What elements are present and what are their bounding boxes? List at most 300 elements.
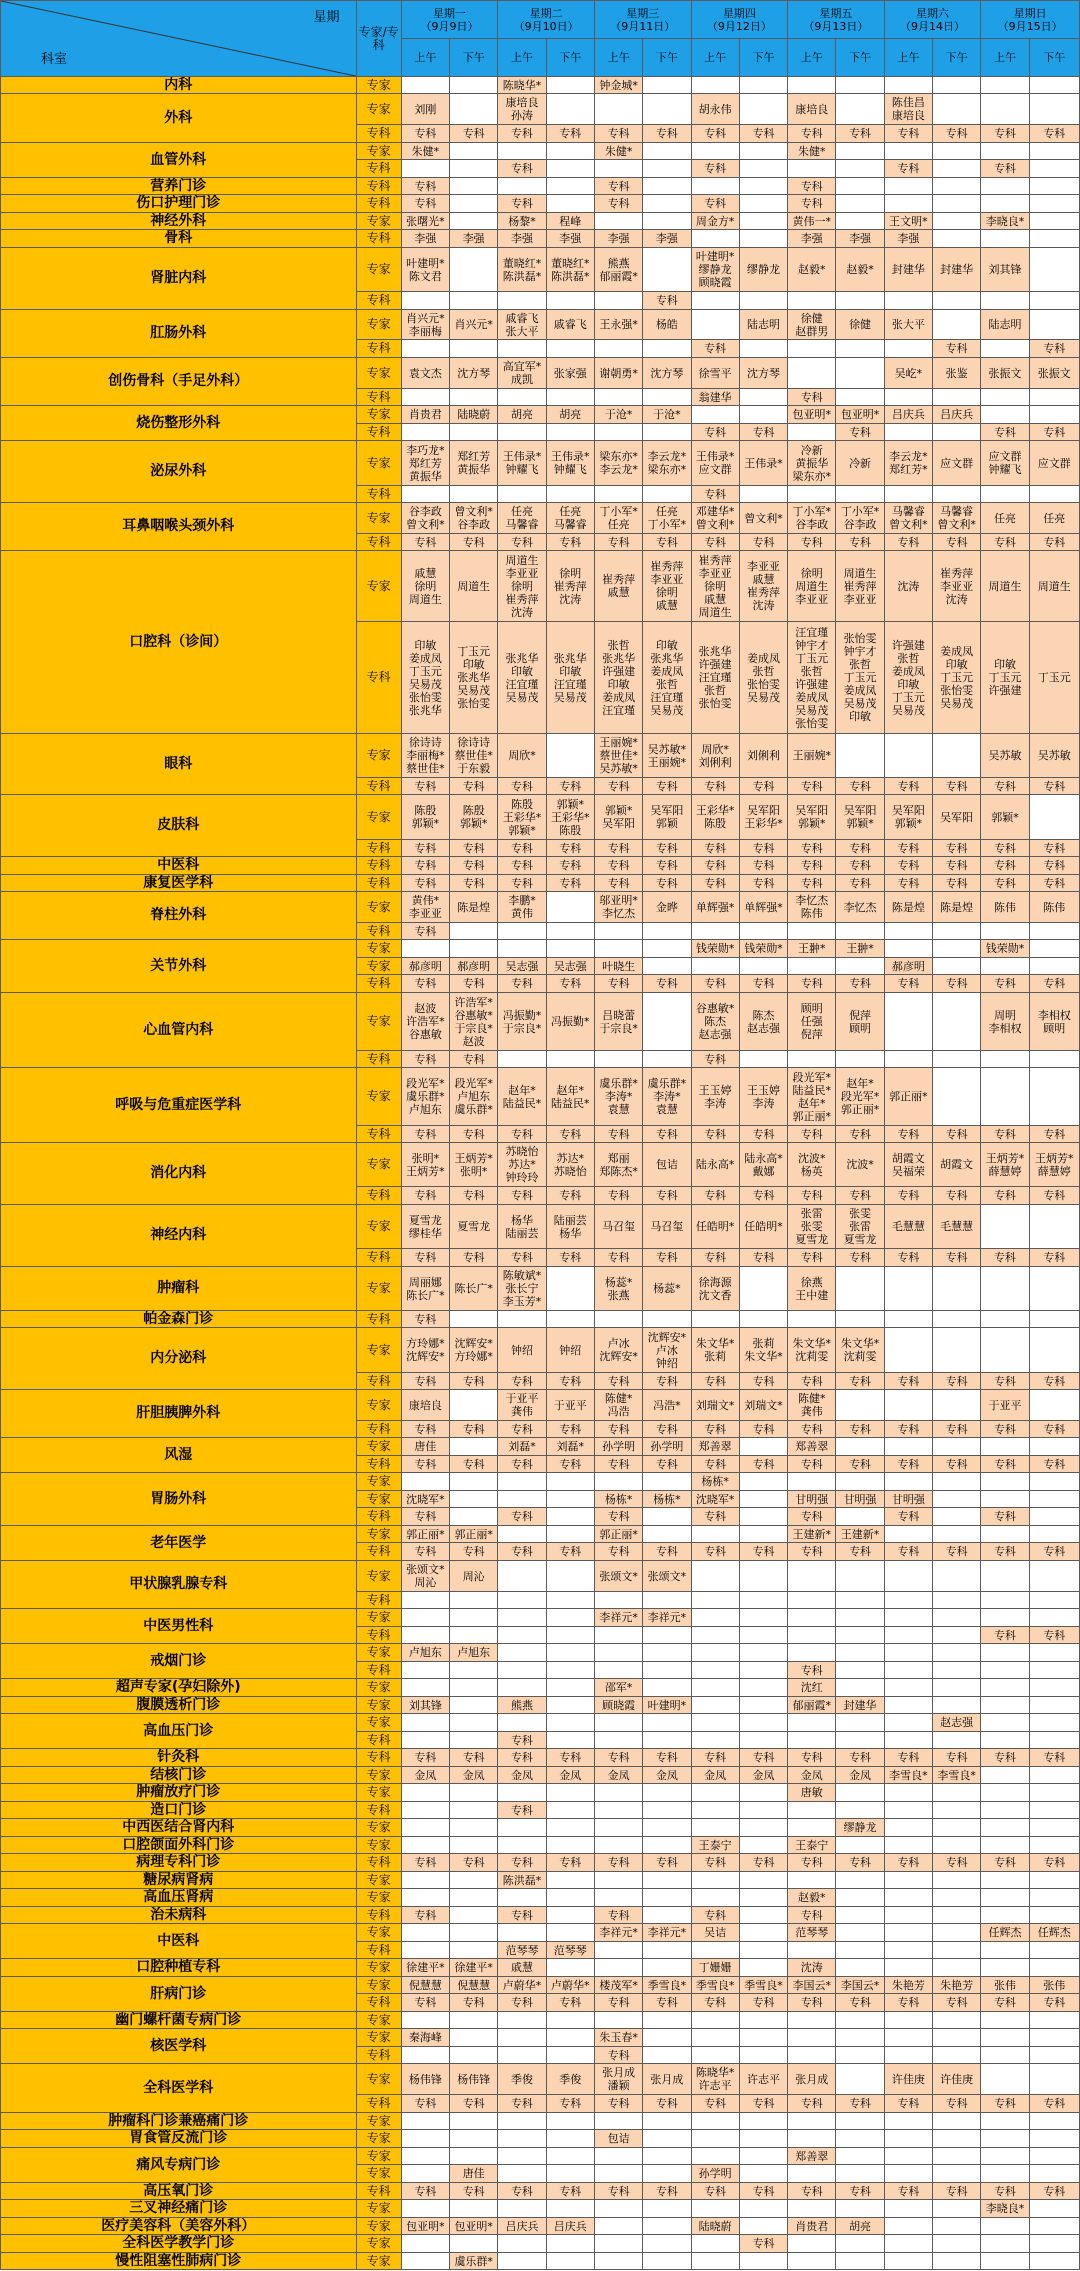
slot-am: 吴志强 [498, 958, 546, 975]
slot-am [884, 2012, 932, 2029]
clinic-type: 专家 [356, 1837, 401, 1854]
department-name: 内科 [1, 77, 357, 94]
slot-am [884, 1644, 932, 1662]
slot-pm [739, 1872, 787, 1889]
slot-am: 郭正丽* [884, 1068, 932, 1126]
slot-am: 专科 [401, 1373, 449, 1390]
slot-am: 陈洪磊* [498, 1872, 546, 1889]
slot-am [401, 1819, 449, 1837]
slot-pm [739, 1609, 787, 1627]
slot-pm: 专科 [546, 857, 594, 875]
slot-pm: 专科 [1029, 1543, 1079, 1561]
schedule-row [1, 2012, 1080, 2029]
slot-pm: 王伟录* 钟耀飞 [546, 441, 594, 486]
slot-pm: 专科 [739, 1456, 787, 1473]
slot-pm: 杨蕊* [643, 1267, 691, 1311]
slot-am [498, 1491, 546, 1508]
slot-pm [933, 1662, 981, 1679]
slot-am [788, 358, 836, 389]
slot-am: 胡霞文 吴福荣 [884, 1143, 932, 1187]
clinic-type: 专家 [356, 2148, 401, 2165]
clinic-type: 专科 [356, 1749, 401, 1767]
department-name: 口腔科（诊间） [1, 551, 357, 734]
slot-am [981, 1311, 1029, 1328]
slot-pm: 吴志强 [546, 958, 594, 975]
slot-pm [643, 340, 691, 358]
slot-am: 李巧龙* 郑红芳 黄振华 [401, 441, 449, 486]
slot-am: 陈晓华* 许志平 [691, 2064, 739, 2095]
slot-pm: 沈辉安* 卢冰 钟绍 [643, 1328, 691, 1373]
slot-am [401, 2253, 449, 2270]
slot-pm [836, 923, 884, 940]
slot-am [594, 1473, 642, 1491]
header-pm: 下午 [1029, 39, 1079, 77]
slot-am: 专科 [594, 1749, 642, 1767]
slot-am [884, 1802, 932, 1819]
slot-am [498, 1784, 546, 1802]
slot-pm [450, 178, 498, 195]
slot-pm [1029, 2029, 1079, 2047]
slot-pm [836, 1644, 884, 1662]
slot-am [884, 1473, 932, 1491]
slot-pm [1029, 1732, 1079, 1749]
slot-am [981, 1473, 1029, 1491]
slot-am [594, 1959, 642, 1977]
slot-am [788, 1592, 836, 1609]
slot-am [884, 923, 932, 940]
slot-am [788, 2165, 836, 2183]
slot-pm [546, 1662, 594, 1679]
slot-am: 专科 [788, 1421, 836, 1438]
slot-am [401, 2047, 449, 2064]
slot-pm [739, 1732, 787, 1749]
slot-pm: 专科 [933, 1994, 981, 2012]
slot-am: 专科 [981, 2095, 1029, 2113]
slot-am: 王翀* [788, 940, 836, 958]
slot-am: 周丽娜 陈长广* [401, 1267, 449, 1311]
slot-am [788, 1561, 836, 1592]
slot-pm [739, 1942, 787, 1959]
schedule-row [1, 2200, 1080, 2218]
slot-pm [546, 1311, 594, 1328]
slot-pm [1029, 795, 1079, 840]
slot-pm: 陈是煌 [933, 892, 981, 923]
slot-am [981, 406, 1029, 424]
slot-am [884, 993, 932, 1051]
slot-am: 专科 [981, 1994, 1029, 2012]
slot-pm [1029, 178, 1079, 195]
slot-pm: 专科 [933, 1373, 981, 1390]
clinic-type: 专科 [356, 1802, 401, 1819]
slot-am [498, 2029, 546, 2047]
slot-am [788, 2200, 836, 2218]
slot-am [691, 1627, 739, 1644]
clinic-type: 专家 [356, 1924, 401, 1942]
department-name: 肾脏内科 [1, 248, 357, 310]
department-name: 甲状腺乳腺专科 [1, 1561, 357, 1609]
slot-pm [1029, 1802, 1079, 1819]
slot-pm [1029, 1311, 1079, 1328]
slot-am: 吕庆兵 [884, 406, 932, 424]
schedule-row [1, 1714, 1080, 1732]
clinic-type: 专家 [356, 310, 401, 340]
slot-am [981, 230, 1029, 248]
slot-pm [836, 1473, 884, 1491]
slot-pm: 专科 [450, 1373, 498, 1390]
slot-pm [933, 292, 981, 310]
slot-pm: 刘瑞文* [739, 1390, 787, 1421]
slot-am: 范琴琴 [498, 1942, 546, 1959]
clinic-type: 专家 [356, 734, 401, 778]
slot-am: 赵毅* [788, 1889, 836, 1907]
slot-am [981, 2218, 1029, 2235]
slot-am: 谷惠敏* 陈杰 赵志强 [691, 993, 739, 1051]
slot-pm [836, 2113, 884, 2130]
department-name: 肛肠外科 [1, 310, 357, 358]
schedule-row [1, 1068, 1080, 1126]
department-name: 皮肤科 [1, 795, 357, 857]
slot-am [401, 1473, 449, 1491]
slot-pm [739, 1714, 787, 1732]
slot-pm: 专科 [450, 125, 498, 143]
department-name: 超声专家(孕妇除外) [1, 1679, 357, 1697]
slot-pm: 王炳芳* 薛慧婷 [1029, 1143, 1079, 1187]
slot-pm: 李相权 顾明 [1029, 993, 1079, 1051]
department-name: 高血压门诊 [1, 1714, 357, 1749]
slot-am: 邵军* [594, 1679, 642, 1697]
schedule-row [1, 1924, 1080, 1942]
slot-pm: 郭颖* 王彩华* 陈殷 [546, 795, 594, 840]
slot-am [981, 1068, 1029, 1126]
department-name: 全科医学科 [1, 2064, 357, 2113]
slot-pm: 徐健 [836, 310, 884, 340]
slot-pm [836, 160, 884, 178]
slot-pm [933, 143, 981, 160]
slot-am [594, 424, 642, 441]
slot-am: 顾晓霞 [594, 1697, 642, 1714]
slot-am: 胡永伟 [691, 94, 739, 125]
slot-am [691, 2253, 739, 2270]
slot-pm: 专科 [933, 1187, 981, 1205]
clinic-type: 专科 [356, 1662, 401, 1679]
slot-am: 专科 [691, 1907, 739, 1924]
clinic-type: 专家 [356, 892, 401, 923]
clinic-type: 专科 [356, 389, 401, 406]
slot-pm: 徐明 崔秀萍 沈涛 [546, 551, 594, 622]
slot-pm [546, 424, 594, 441]
slot-am [498, 1051, 546, 1068]
slot-pm: 季俊 [546, 2064, 594, 2095]
slot-pm [450, 77, 498, 94]
department-name: 血管外科 [1, 143, 357, 178]
slot-pm [643, 1784, 691, 1802]
slot-pm: 姜成凤 印敏 丁玉元 张怡雯 吴易茂 [933, 622, 981, 734]
slot-pm [933, 1959, 981, 1977]
slot-am: 沈涛 [884, 551, 932, 622]
slot-pm [739, 1491, 787, 1508]
slot-pm [739, 2253, 787, 2270]
clinic-type: 专家 [356, 2113, 401, 2130]
slot-pm: 专科 [933, 857, 981, 875]
slot-am: 吴屹* [884, 358, 932, 389]
slot-pm: 专科 [739, 2235, 787, 2253]
slot-pm [836, 1267, 884, 1311]
slot-pm: 肖兴元* [450, 310, 498, 340]
slot-pm: 专科 [836, 778, 884, 795]
slot-pm: 陈杰 赵志强 [739, 993, 787, 1051]
slot-pm [836, 1662, 884, 1679]
schedule-row [1, 310, 1080, 340]
slot-pm [739, 1819, 787, 1837]
slot-am [981, 923, 1029, 940]
slot-pm: 专科 [643, 534, 691, 551]
slot-pm [933, 1924, 981, 1942]
slot-pm: 李忆杰 [836, 892, 884, 923]
slot-am: 专科 [401, 1543, 449, 1561]
slot-am [691, 292, 739, 310]
slot-am: 专科 [594, 1249, 642, 1267]
slot-am: 专科 [691, 840, 739, 857]
slot-pm [450, 1438, 498, 1456]
slot-pm [739, 1679, 787, 1697]
department-name: 三叉神经痛门诊 [1, 2200, 357, 2218]
slot-am: 专科 [401, 195, 449, 213]
slot-pm: 杨栋* [643, 1491, 691, 1508]
slot-pm: 专科 [836, 1749, 884, 1767]
slot-am: 专科 [401, 534, 449, 551]
slot-am: 李祥元* [594, 1609, 642, 1627]
slot-pm: 专科 [836, 875, 884, 892]
slot-am [788, 160, 836, 178]
slot-am [884, 2165, 932, 2183]
slot-am: 康培良 孙涛 [498, 94, 546, 125]
slot-am [691, 1819, 739, 1837]
slot-am [498, 2047, 546, 2064]
slot-pm: 叶建明* [643, 1697, 691, 1714]
slot-am [788, 1819, 836, 1837]
slot-pm: 专科 [643, 1126, 691, 1143]
clinic-type: 专家 [356, 2165, 401, 2183]
clinic-type: 专科 [356, 2183, 401, 2200]
slot-am: 周欣* [498, 734, 546, 778]
slot-am [594, 1051, 642, 1068]
department-name: 外科 [1, 94, 357, 143]
slot-am: 专科 [498, 975, 546, 993]
slot-pm: 专科 [739, 1749, 787, 1767]
slot-am: 专科 [981, 424, 1029, 441]
slot-am: 专科 [884, 1187, 932, 1205]
slot-pm [933, 2148, 981, 2165]
slot-am [594, 1732, 642, 1749]
slot-pm: 王翀* [836, 940, 884, 958]
department-name: 高压氧门诊 [1, 2183, 357, 2200]
schedule-row [1, 2218, 1080, 2235]
schedule-row [1, 1311, 1080, 1328]
slot-am [498, 2148, 546, 2165]
slot-pm: 专科 [933, 2183, 981, 2200]
slot-pm [450, 2235, 498, 2253]
slot-am: 钱荣勋* [691, 940, 739, 958]
slot-pm [836, 1508, 884, 1526]
slot-pm: 缪静龙 [739, 248, 787, 292]
slot-pm: 李雪良* [933, 1767, 981, 1784]
slot-am [884, 1662, 932, 1679]
slot-am: 专科 [981, 840, 1029, 857]
department-name: 腹膜透析门诊 [1, 1697, 357, 1714]
slot-am [884, 2200, 932, 2218]
slot-pm [933, 1942, 981, 1959]
slot-pm [643, 2047, 691, 2064]
slot-pm [643, 1907, 691, 1924]
slot-pm [643, 195, 691, 213]
slot-am: 专科 [981, 2183, 1029, 2200]
slot-am: 沈晓军* [401, 1491, 449, 1508]
slot-pm: 专科 [836, 1456, 884, 1473]
slot-am: 赵毅* [788, 248, 836, 292]
slot-am: 专科 [884, 975, 932, 993]
slot-pm [643, 1819, 691, 1837]
slot-pm: 专科 [643, 857, 691, 875]
slot-pm: 专科 [739, 1421, 787, 1438]
slot-pm [546, 2047, 594, 2064]
slot-pm [546, 1508, 594, 1526]
header-day: 星期一 （9月9日） [401, 1, 498, 39]
slot-am [884, 1627, 932, 1644]
slot-pm [450, 1491, 498, 1508]
slot-pm [1029, 2235, 1079, 2253]
department-name: 糖尿病肾病 [1, 1872, 357, 1889]
slot-am: 张兆华 许强建 汪宜瑾 张哲 张怡雯 [691, 622, 739, 734]
slot-am: 专科 [788, 1126, 836, 1143]
slot-pm: 专科 [643, 2095, 691, 2113]
slot-pm [739, 406, 787, 424]
slot-pm: 李强 [450, 230, 498, 248]
slot-am: 专科 [691, 534, 739, 551]
slot-pm: 金凤 [643, 1767, 691, 1784]
slot-pm [450, 1473, 498, 1491]
slot-am [981, 1644, 1029, 1662]
slot-pm [836, 958, 884, 975]
slot-pm: 专科 [1029, 840, 1079, 857]
slot-am: 专科 [498, 778, 546, 795]
header-day: 星期五 （9月13日） [788, 1, 885, 39]
slot-am [884, 1924, 932, 1942]
slot-pm: 专科 [933, 778, 981, 795]
slot-am [981, 1767, 1029, 1784]
clinic-type: 专科 [356, 875, 401, 892]
department-name: 核医学科 [1, 2029, 357, 2064]
slot-pm: 专科 [836, 1421, 884, 1438]
slot-am: 应文群 钟耀飞 [981, 441, 1029, 486]
slot-am: 专科 [981, 857, 1029, 875]
schedule-row [1, 230, 1080, 248]
slot-pm [450, 1508, 498, 1526]
slot-am: 专科 [788, 1543, 836, 1561]
clinic-type: 专家 [356, 1328, 401, 1373]
slot-pm [643, 486, 691, 503]
slot-am: 专科 [401, 923, 449, 940]
slot-am: 沈晓军* [691, 1491, 739, 1508]
slot-pm: 吴军阳 郭颖 [643, 795, 691, 840]
slot-pm [933, 2047, 981, 2064]
slot-pm [450, 1609, 498, 1627]
slot-am: 专科 [401, 1051, 449, 1068]
slot-am: 郝彦明 [884, 958, 932, 975]
header-pm: 下午 [546, 39, 594, 77]
slot-am: 于亚平 [981, 1390, 1029, 1421]
slot-am: 张月成 潘颖 [594, 2064, 642, 2095]
slot-pm: 专科 [1029, 1373, 1079, 1390]
slot-pm [739, 1784, 787, 1802]
slot-pm [450, 1889, 498, 1907]
clinic-type: 专科 [356, 178, 401, 195]
slot-am [788, 1609, 836, 1627]
slot-pm [1029, 923, 1079, 940]
slot-am [884, 1872, 932, 1889]
slot-am: 倪慧慧 [401, 1977, 449, 1994]
slot-am [594, 213, 642, 230]
schedule-row [1, 795, 1080, 840]
slot-am: 专科 [691, 486, 739, 503]
slot-pm [450, 2130, 498, 2148]
slot-am [594, 2253, 642, 2270]
slot-pm [546, 1609, 594, 1627]
slot-am: 专科 [788, 125, 836, 143]
slot-pm: 李强 [643, 230, 691, 248]
clinic-type: 专科 [356, 1187, 401, 1205]
slot-pm: 冯振勤* [546, 993, 594, 1051]
slot-pm [836, 195, 884, 213]
slot-am [884, 1784, 932, 1802]
clinic-type: 专科 [356, 1311, 401, 1328]
slot-pm: 专科 [450, 1456, 498, 1473]
slot-pm: 姜成凤 张哲 张怡雯 吴易茂 [739, 622, 787, 734]
schedule-row [1, 1784, 1080, 1802]
slot-pm [739, 2165, 787, 2183]
slot-pm: 专科 [546, 1543, 594, 1561]
slot-pm [836, 94, 884, 125]
slot-pm [933, 77, 981, 94]
slot-am: 叶建明* 陈文君 [401, 248, 449, 292]
slot-am [981, 1959, 1029, 1977]
slot-am [884, 2047, 932, 2064]
slot-pm [546, 1697, 594, 1714]
slot-am [498, 1837, 546, 1854]
slot-am [884, 77, 932, 94]
slot-pm [1029, 1526, 1079, 1543]
slot-am: 陈佳昌 康培良 [884, 94, 932, 125]
slot-am: 专科 [884, 125, 932, 143]
slot-pm [546, 1526, 594, 1543]
slot-pm [450, 340, 498, 358]
slot-am: 专科 [981, 975, 1029, 993]
slot-am: 郑善翠 [788, 2148, 836, 2165]
slot-pm: 郭正丽* [450, 1526, 498, 1543]
slot-pm: 专科 [836, 1994, 884, 2012]
slot-pm: 范琴琴 [546, 1942, 594, 1959]
department-name: 造口门诊 [1, 1802, 357, 1819]
slot-pm [1029, 2148, 1079, 2165]
slot-pm: 专科 [450, 1421, 498, 1438]
slot-pm: 专科 [643, 2183, 691, 2200]
slot-pm [1029, 1697, 1079, 1714]
slot-am: 叶晓生 [594, 958, 642, 975]
slot-pm [1029, 486, 1079, 503]
slot-am: 专科 [788, 1749, 836, 1767]
slot-am: 专科 [498, 1456, 546, 1473]
slot-am [691, 1889, 739, 1907]
slot-pm [643, 389, 691, 406]
